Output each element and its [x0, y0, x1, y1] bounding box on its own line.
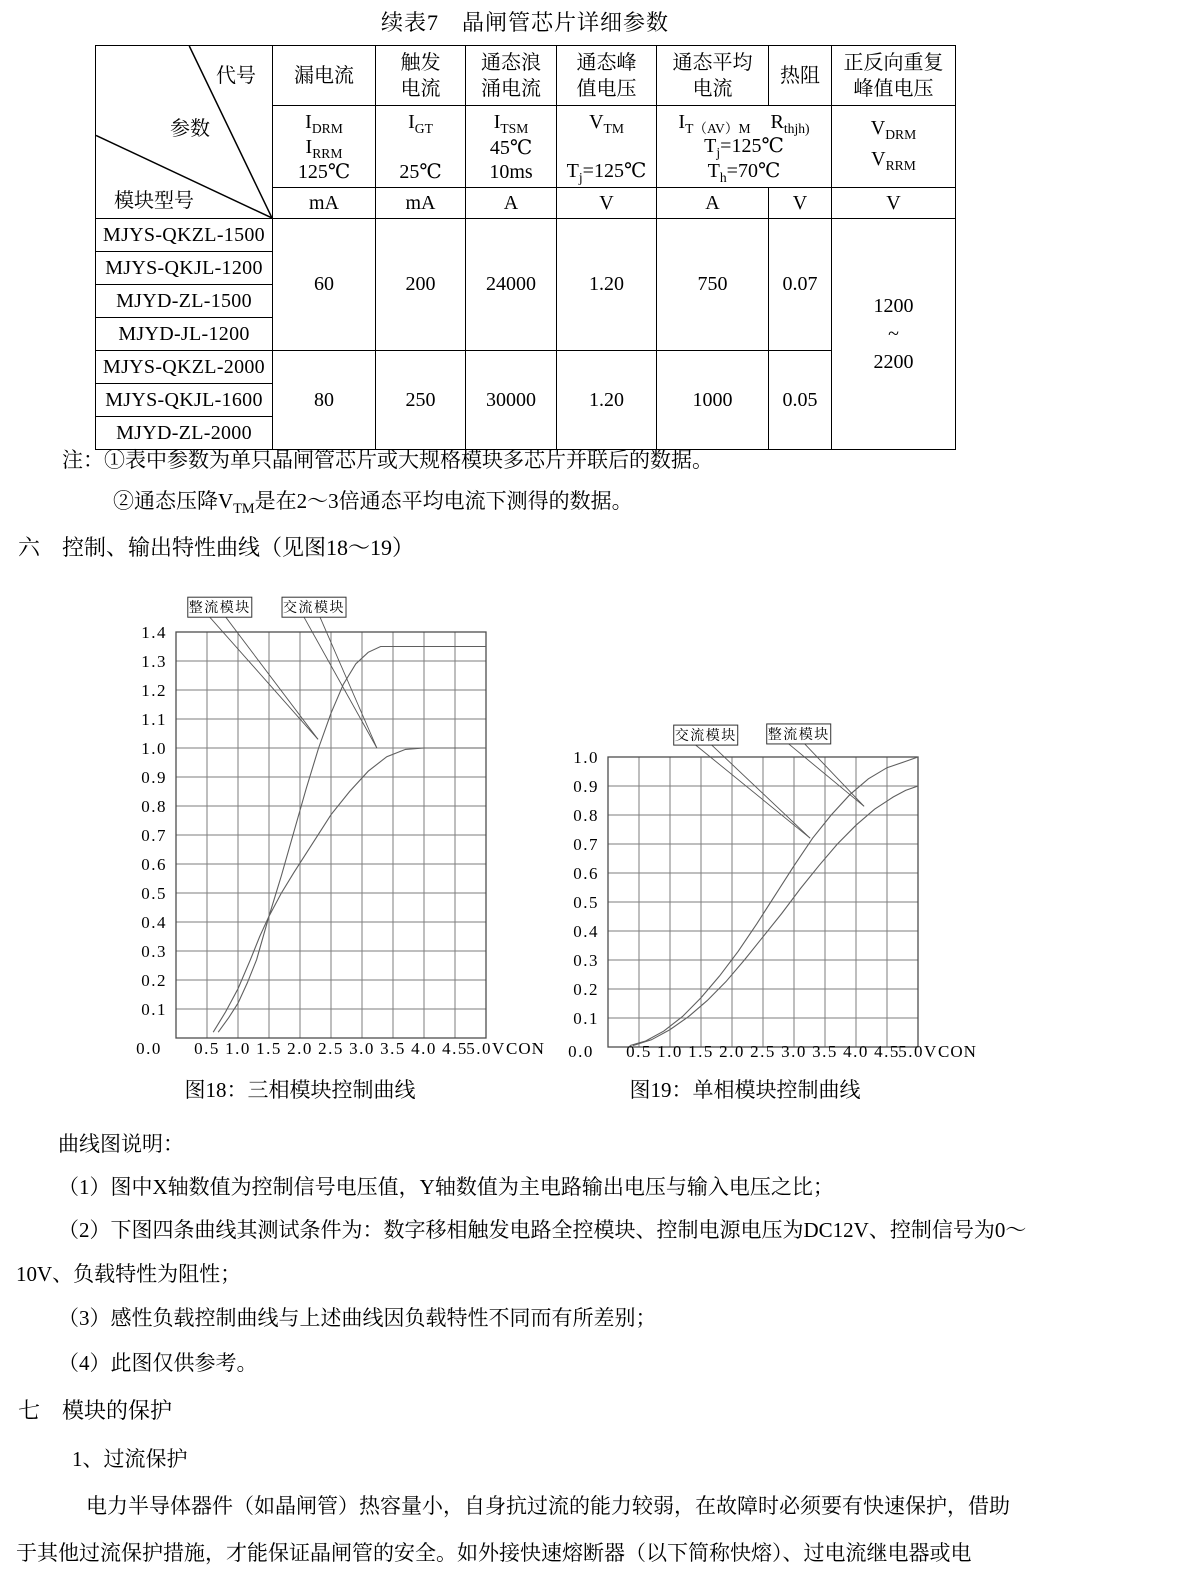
svg-text:0.7: 0.7: [573, 835, 599, 854]
svg-text:0.5: 0.5: [194, 1039, 220, 1058]
explain-item-3: （3）感性负载控制曲线与上述曲线因负载特性不同而有所差别；: [58, 1306, 657, 1330]
chart-fig19-single-phase-control-curve: [545, 700, 995, 1072]
unit-vtm: V: [557, 188, 657, 219]
svg-text:1.5: 1.5: [688, 1042, 714, 1061]
symbol-trigger: $I_{GT}$ 25℃: [376, 106, 466, 188]
svg-text:2.5: 2.5: [318, 1039, 344, 1058]
section-seven-paragraph-line1: 电力半导体器件（如晶闸管）热容量小，自身抗过流的能力较弱，在故障时必须要有快速保护，借助: [86, 1494, 1010, 1518]
svg-text:0.0: 0.0: [568, 1042, 594, 1061]
cell-surge-g1: 24000: [466, 219, 557, 351]
svg-text:0.0: 0.0: [136, 1039, 162, 1058]
svg-text:0.1: 0.1: [141, 1000, 167, 1019]
svg-text:1.3: 1.3: [141, 652, 167, 671]
unit-leak: mA: [273, 188, 376, 219]
section-seven-sub: 1、过流保护: [72, 1447, 188, 1471]
svg-text:0.4: 0.4: [141, 913, 167, 932]
svg-text:0.2: 0.2: [141, 971, 167, 990]
svg-text:3.5: 3.5: [812, 1042, 838, 1061]
svg-text:5.0V: 5.0V: [466, 1039, 506, 1058]
section-seven-paragraph-line2: 于其他过流保护措施，才能保证晶闸管的安全。如外接快速熔断器（以下简称快熔）、过电流继电器或电: [16, 1541, 972, 1565]
svg-text:1.2: 1.2: [141, 681, 167, 700]
symbol-vtm: $V_{TM}$ $T_j=125℃$: [557, 106, 657, 188]
svg-text:CON: CON: [506, 1039, 545, 1058]
note2-pre: ②通态压降V: [113, 489, 234, 513]
cell-rth-g2: 0.05: [769, 351, 832, 450]
page-title: 续表7 晶闸管芯片详细参数: [380, 10, 669, 35]
svg-text:0.8: 0.8: [141, 797, 167, 816]
cell-vtm-g1: 1.20: [557, 219, 657, 351]
section-six-heading: 六 控制、输出特性曲线（见图18～19）: [18, 535, 415, 560]
cell-trigger-g1: 200: [376, 219, 466, 351]
model-cell: MJYD-ZL-2000: [96, 417, 273, 450]
caption-fig18: 图18：三相模块控制曲线: [184, 1078, 416, 1102]
svg-text:整流模块: 整流模块: [188, 601, 251, 617]
model-cell: MJYS-QKJL-1200: [96, 252, 273, 285]
svg-text:交流模块: 交流模块: [674, 729, 737, 745]
cell-avg-g1: 750: [657, 219, 769, 351]
svg-text:4.5: 4.5: [874, 1042, 900, 1061]
explain-item-1: （1）图中X轴数值为控制信号电压值，Y轴数值为主电路输出电压与输入电压之比；: [58, 1175, 834, 1199]
svg-text:0.5: 0.5: [573, 893, 599, 912]
cell-rth-g1: 0.07: [769, 219, 832, 351]
symbol-surge: $I_{TSM}$ 45℃ 10ms: [466, 106, 557, 188]
header-rth: 热阻: [769, 46, 832, 106]
unit-rth: V: [769, 188, 832, 219]
cell-surge-g2: 30000: [466, 351, 557, 450]
explain-item-2-cont: 10V、负载特性为阻性；: [16, 1262, 242, 1286]
table-note-2: [113, 488, 633, 522]
svg-text:4.0: 4.0: [411, 1039, 437, 1058]
section-seven-heading: 七 模块的保护: [18, 1398, 173, 1423]
svg-text:1.0: 1.0: [141, 739, 167, 758]
svg-text:0.5: 0.5: [141, 884, 167, 903]
cell-voltage-range: 1200 ~ 2200: [832, 219, 956, 450]
svg-text:3.0: 3.0: [781, 1042, 807, 1061]
svg-text:1.0: 1.0: [225, 1039, 251, 1058]
model-cell: MJYS-QKZL-1500: [96, 219, 273, 252]
corner-label-model: 模块型号: [114, 190, 194, 212]
svg-text:0.9: 0.9: [573, 777, 599, 796]
svg-text:0.7: 0.7: [141, 826, 167, 845]
symbol-vdrm: $V_{DRM}$ $V_{RRM}$: [832, 106, 956, 188]
svg-text:0.3: 0.3: [141, 942, 167, 961]
svg-text:5.0V: 5.0V: [898, 1042, 938, 1061]
unit-vdrm: V: [832, 188, 956, 219]
svg-text:0.6: 0.6: [141, 855, 167, 874]
table-note-1: 注：①表中参数为单只晶闸管芯片或大规格模块多芯片并联后的数据。: [62, 448, 713, 472]
svg-text:2.5: 2.5: [750, 1042, 776, 1061]
model-cell: MJYD-ZL-1500: [96, 285, 273, 318]
model-cell: MJYS-QKJL-1600: [96, 384, 273, 417]
symbol-leak: $I_{DRM}$ $I_{RRM}$ 125℃: [273, 106, 376, 188]
svg-text:交流模块: 交流模块: [283, 601, 346, 617]
svg-text:1.0: 1.0: [657, 1042, 683, 1061]
corner-label-code: 代号: [216, 65, 256, 87]
model-cell: MJYS-QKZL-2000: [96, 351, 273, 384]
svg-text:3.0: 3.0: [349, 1039, 375, 1058]
svg-text:4.5: 4.5: [442, 1039, 468, 1058]
svg-text:0.8: 0.8: [573, 806, 599, 825]
parameter-table: [95, 45, 956, 450]
cell-vtm-g2: 1.20: [557, 351, 657, 450]
header-vdrm: 正反向重复 峰值电压: [832, 46, 956, 106]
svg-text:0.3: 0.3: [573, 951, 599, 970]
model-cell: MJYD-JL-1200: [96, 318, 273, 351]
corner-label-param: 参数: [170, 118, 210, 140]
header-trigger: 触发 电流: [376, 46, 466, 106]
svg-text:4.0: 4.0: [843, 1042, 869, 1061]
svg-text:0.1: 0.1: [573, 1009, 599, 1028]
svg-text:2.0: 2.0: [719, 1042, 745, 1061]
cell-avg-g2: 1000: [657, 351, 769, 450]
note2-post: 是在2～3倍通态平均电流下测得的数据。: [254, 489, 633, 513]
svg-text:2.0: 2.0: [287, 1039, 313, 1058]
explain-title: 曲线图说明：: [58, 1132, 184, 1156]
caption-fig19: 图19：单相模块控制曲线: [629, 1078, 861, 1102]
svg-text:3.5: 3.5: [380, 1039, 406, 1058]
unit-surge: A: [466, 188, 557, 219]
chart-fig18-three-phase-control-curve: [95, 578, 565, 1073]
symbol-avg-rth: $I_{T(AV)M}$ $R_{thjh)}$ $T_j=125℃$ $T_h=70℃$: [657, 106, 832, 188]
explain-item-2: （2）下图四条曲线其测试条件为：数字移相触发电路全控模块、控制电源电压为DC12V、控制信号为0～: [58, 1218, 1027, 1242]
header-avg-current: 通态平均 电流: [657, 46, 769, 106]
unit-trigger: mA: [376, 188, 466, 219]
cell-leak-g1: 60: [273, 219, 376, 351]
svg-text:1.5: 1.5: [256, 1039, 282, 1058]
explain-item-4: （4）此图仅供参考。: [58, 1351, 258, 1375]
svg-text:0.6: 0.6: [573, 864, 599, 883]
header-surge: 通态浪 涌电流: [466, 46, 557, 106]
note2-subscript: TM: [233, 501, 255, 518]
svg-text:0.2: 0.2: [573, 980, 599, 999]
svg-text:0.4: 0.4: [573, 922, 599, 941]
unit-avg: A: [657, 188, 769, 219]
header-leak: 漏电流: [273, 46, 376, 106]
svg-text:1.4: 1.4: [141, 623, 167, 642]
header-vtm: 通态峰 值电压: [557, 46, 657, 106]
svg-text:1.1: 1.1: [141, 710, 167, 729]
svg-text:0.9: 0.9: [141, 768, 167, 787]
svg-text:CON: CON: [938, 1042, 977, 1061]
svg-text:0.5: 0.5: [626, 1042, 652, 1061]
svg-text:整流模块: 整流模块: [767, 727, 830, 743]
cell-trigger-g2: 250: [376, 351, 466, 450]
svg-text:1.0: 1.0: [573, 748, 599, 767]
cell-leak-g2: 80: [273, 351, 376, 450]
corner-cell: [96, 46, 273, 219]
